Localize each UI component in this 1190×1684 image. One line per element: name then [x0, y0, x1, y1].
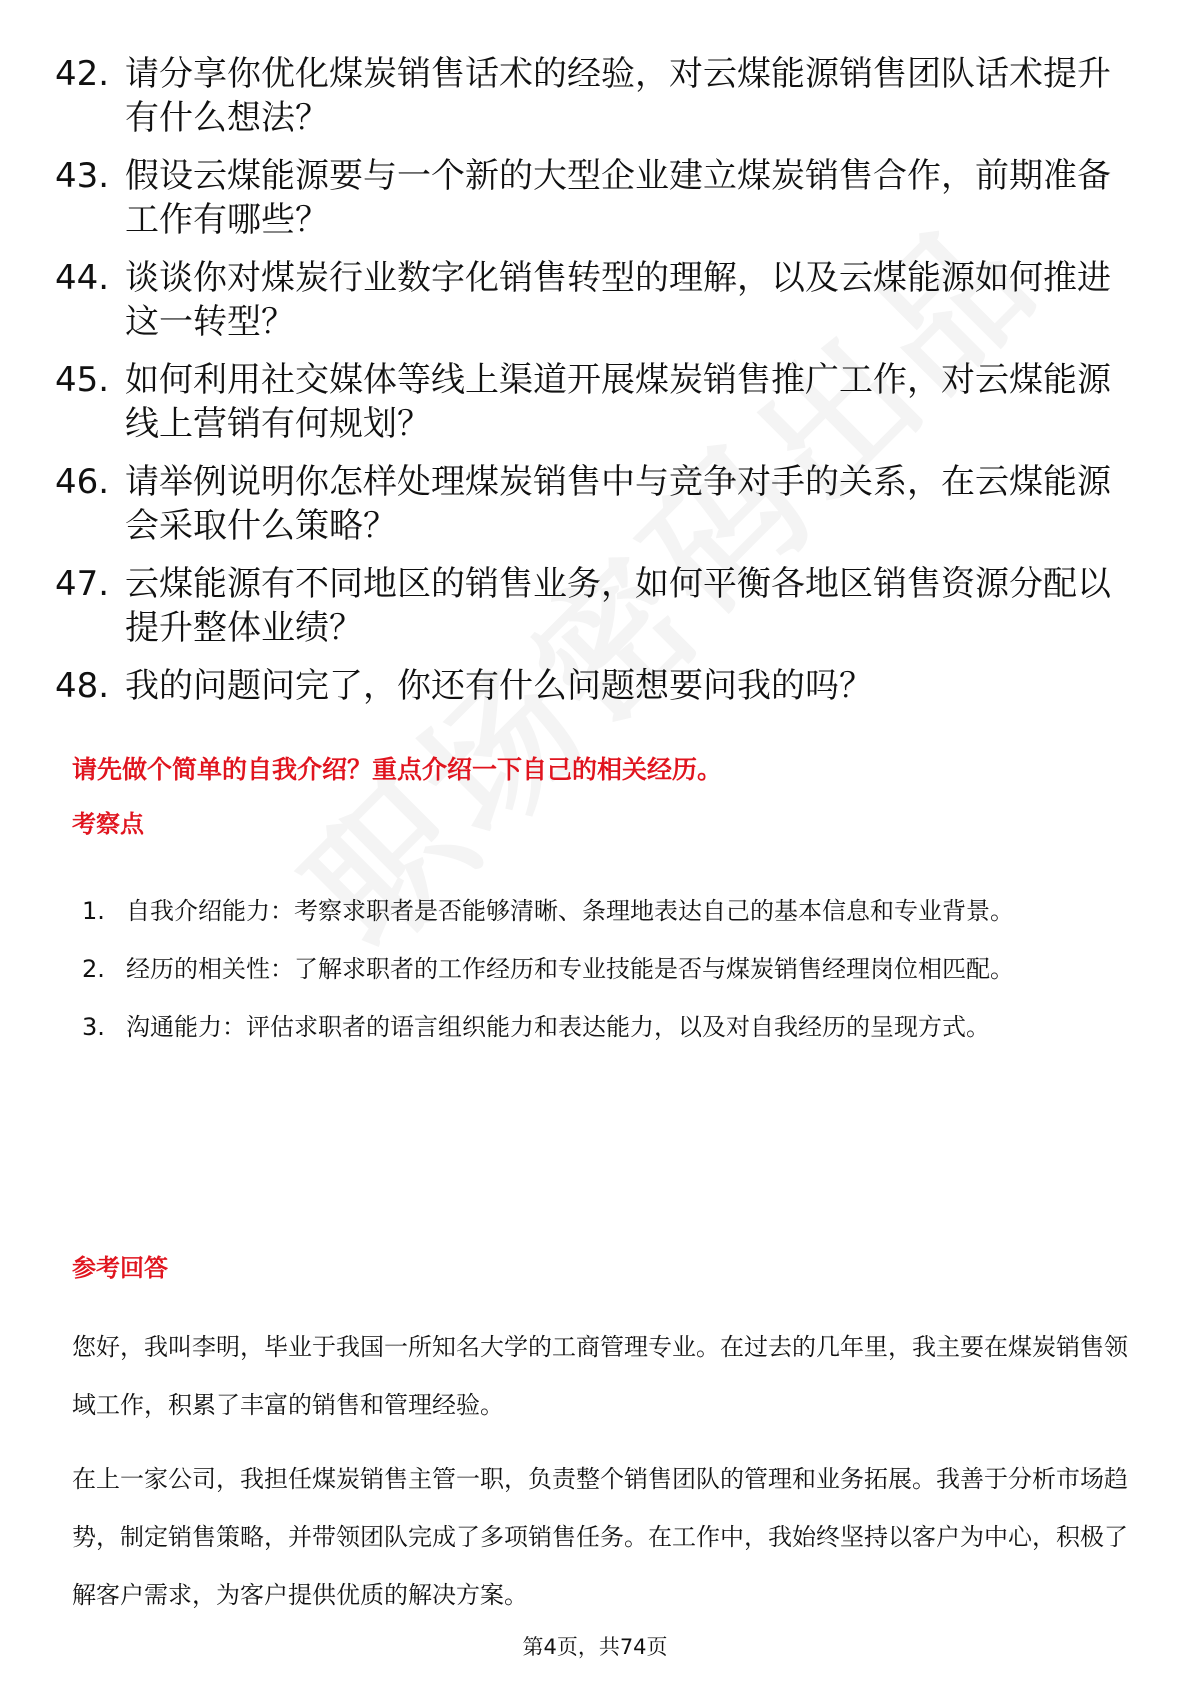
list-item — [55, 52, 1135, 140]
point-text: 自我介绍能力：考察求职者是否能够清晰、条理地表达自己的基本信息和专业背景。 — [126, 897, 1014, 925]
question-number: 47. — [55, 564, 110, 604]
question-number: 46. — [55, 462, 110, 502]
list-item — [82, 940, 1132, 998]
list-item — [82, 882, 1132, 940]
list-item — [55, 664, 1135, 708]
point-number: 1. — [82, 897, 105, 925]
list-item — [82, 998, 1132, 1056]
question-text: 我的问题问完了，你还有什么问题想要问我的吗？ — [125, 666, 873, 706]
question-text: 假设云煤能源要与一个新的大型企业建立煤炭销售合作，前期准备工作有哪些？ — [125, 156, 1111, 240]
question-number: 48. — [55, 666, 110, 706]
question-number: 43. — [55, 156, 110, 196]
question-title: 请先做个简单的自我介绍？重点介绍一下自己的相关经历。 — [72, 755, 723, 784]
list-item — [55, 154, 1135, 242]
question-text: 谈谈你对煤炭行业数字化销售转型的理解，以及云煤能源如何推进这一转型？ — [125, 258, 1111, 342]
question-text: 云煤能源有不同地区的销售业务，如何平衡各地区销售资源分配以提升整体业绩？ — [125, 564, 1111, 648]
question-text: 请分享你优化煤炭销售话术的经验，对云煤能源销售团队话术提升有什么想法？ — [125, 54, 1111, 138]
page-number: 第4页，共74页 — [522, 1635, 668, 1659]
answer-paragraph: 在上一家公司，我担任煤炭销售主管一职，负责整个销售团队的管理和业务拓展。我善于分析市场趋势，制定销售策略，并带领团队完成了多项销售任务。在工作中，我始终坚持以客户为中心，积极了解客户需求，为客户提供优质的解决方案。 — [72, 1465, 1128, 1609]
assessment-points — [82, 882, 1132, 1056]
question-text: 请举例说明你怎样处理煤炭销售中与竞争对手的关系，在云煤能源会采取什么策略？ — [125, 462, 1111, 546]
point-number: 3. — [82, 1013, 105, 1041]
assessment-heading: 考察点 — [72, 810, 144, 838]
list-item — [55, 358, 1135, 446]
point-text: 沟通能力：评估求职者的语言组织能力和表达能力，以及对自我经历的呈现方式。 — [126, 1013, 990, 1041]
list-item — [55, 562, 1135, 650]
list-item — [55, 256, 1135, 344]
question-number: 44. — [55, 258, 110, 298]
answer-paragraph: 您好，我叫李明，毕业于我国一所知名大学的工商管理专业。在过去的几年里，我主要在煤炭销售领域工作，积累了丰富的销售和管理经验。 — [72, 1333, 1128, 1419]
question-number: 42. — [55, 54, 110, 94]
point-number: 2. — [82, 955, 105, 983]
question-text: 如何利用社交媒体等线上渠道开展煤炭销售推广工作，对云煤能源线上营销有何规划？ — [125, 360, 1111, 444]
reference-heading: 参考回答 — [72, 1254, 168, 1282]
point-text: 经历的相关性：了解求职者的工作经历和专业技能是否与煤炭销售经理岗位相匹配。 — [126, 955, 1014, 983]
question-list — [55, 52, 1135, 722]
list-item — [55, 460, 1135, 548]
question-number: 45. — [55, 360, 110, 400]
